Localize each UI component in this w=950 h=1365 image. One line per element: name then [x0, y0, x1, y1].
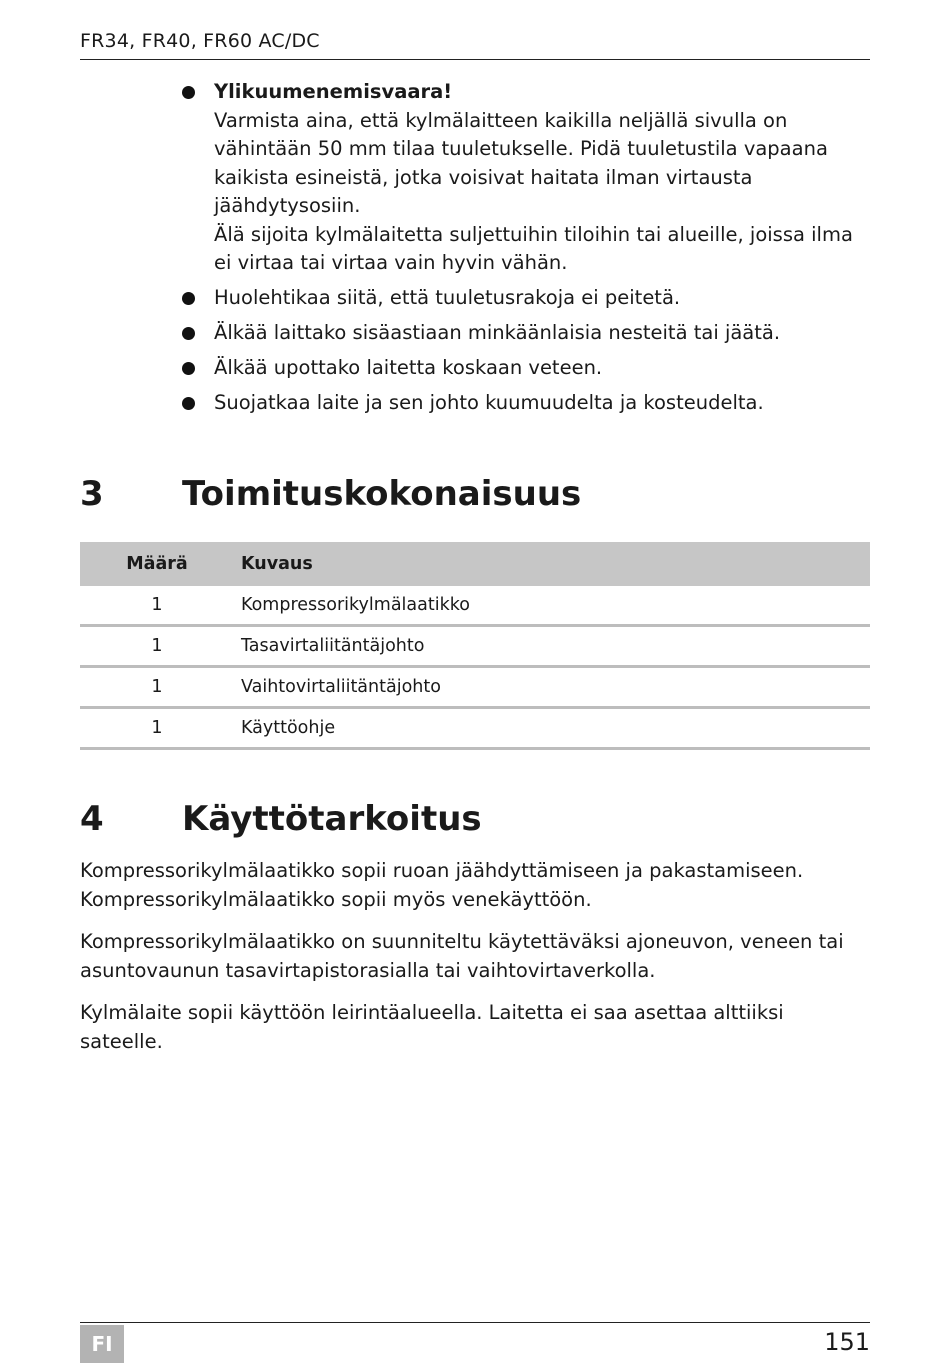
bullet-text: Huolehtikaa siitä, että tuuletusrakoja ei peitetä. — [214, 286, 681, 309]
description-cell: Käyttöohje — [234, 708, 870, 749]
bullet-water — [182, 354, 872, 383]
description-cell: Kompressorikylmälaatikko — [234, 586, 870, 626]
bullet-paragraph: Älä sijoita kylmälaitetta suljettuihin tiloihin tai alueille, joissa ilma ei virtaa tai virtaa vain hyvin vähän. — [214, 222, 853, 274]
bullet-vents — [182, 284, 872, 313]
table-row — [80, 586, 870, 626]
body-paragraph: Kylmälaite sopii käyttöön leirintäalueella. Laitetta ei saa asettaa alttiiksi sateelle. — [80, 1001, 784, 1053]
table-header-row — [80, 542, 870, 586]
running-header: FR34, FR40, FR60 AC/DC — [80, 30, 320, 52]
bullet-warning-title: Ylikuumenemisvaara! — [214, 80, 453, 103]
table-row — [80, 626, 870, 667]
bullet-text: Suojatkaa laite ja sen johto kuumuudelta ja kosteudelta. — [214, 391, 764, 414]
bullet-dot-icon — [182, 86, 195, 99]
section-title: Käyttötarkoitus — [182, 799, 482, 839]
quantity-cell: 1 — [80, 708, 234, 749]
bullet-overheating — [182, 78, 872, 278]
section-title: Toimituskokonaisuus — [182, 474, 582, 514]
bullet-liquids — [182, 319, 872, 348]
bullet-dot-icon — [182, 292, 195, 305]
body-paragraph: Kompressorikylmälaatikko on suunniteltu käytettäväksi ajoneuvon, veneen tai asuntovaunun tasavirtapistorasialla tai vaihtovirtaverkolla. — [80, 930, 844, 982]
header-divider — [80, 59, 870, 60]
scope-of-delivery-table — [80, 542, 870, 750]
table-row — [80, 667, 870, 708]
description-cell: Vaihtovirtaliitäntäjohto — [234, 667, 870, 708]
footer-divider — [80, 1322, 870, 1323]
body-paragraph: Kompressorikylmälaatikko sopii ruoan jäähdyttämiseen ja pakastamiseen. Kompressorikylmälaatikko sopii myös venekäyttöön. — [80, 859, 804, 911]
section-number: 4 — [80, 799, 104, 839]
table-row — [80, 708, 870, 749]
safety-bullet-list — [182, 78, 872, 424]
quantity-cell: 1 — [80, 626, 234, 667]
bullet-heat-moisture — [182, 389, 872, 418]
quantity-cell: 1 — [80, 667, 234, 708]
bullet-text: Älkää upottako laitetta koskaan veteen. — [214, 356, 603, 379]
description-cell: Tasavirtaliitäntäjohto — [234, 626, 870, 667]
intended-use-text — [80, 857, 870, 1070]
bullet-dot-icon — [182, 362, 195, 375]
quantity-column-header: Määrä — [80, 542, 234, 586]
section-number: 3 — [80, 474, 104, 514]
language-badge: FI — [80, 1325, 124, 1363]
quantity-cell: 1 — [80, 586, 234, 626]
description-column-header: Kuvaus — [234, 542, 870, 586]
page-number: 151 — [824, 1328, 870, 1356]
bullet-text: Älkää laittako sisäastiaan minkäänlaisia nesteitä tai jäätä. — [214, 321, 781, 344]
bullet-paragraph: Varmista aina, että kylmälaitteen kaikilla neljällä sivulla on vähintään 50 mm tilaa tuuletukselle. Pidä tuuletustila vapaana kaikista esineistä, jotka voisivat haitata ilman virtausta jäähdytysosiin. — [214, 108, 828, 217]
bullet-dot-icon — [182, 327, 195, 340]
bullet-dot-icon — [182, 397, 195, 410]
